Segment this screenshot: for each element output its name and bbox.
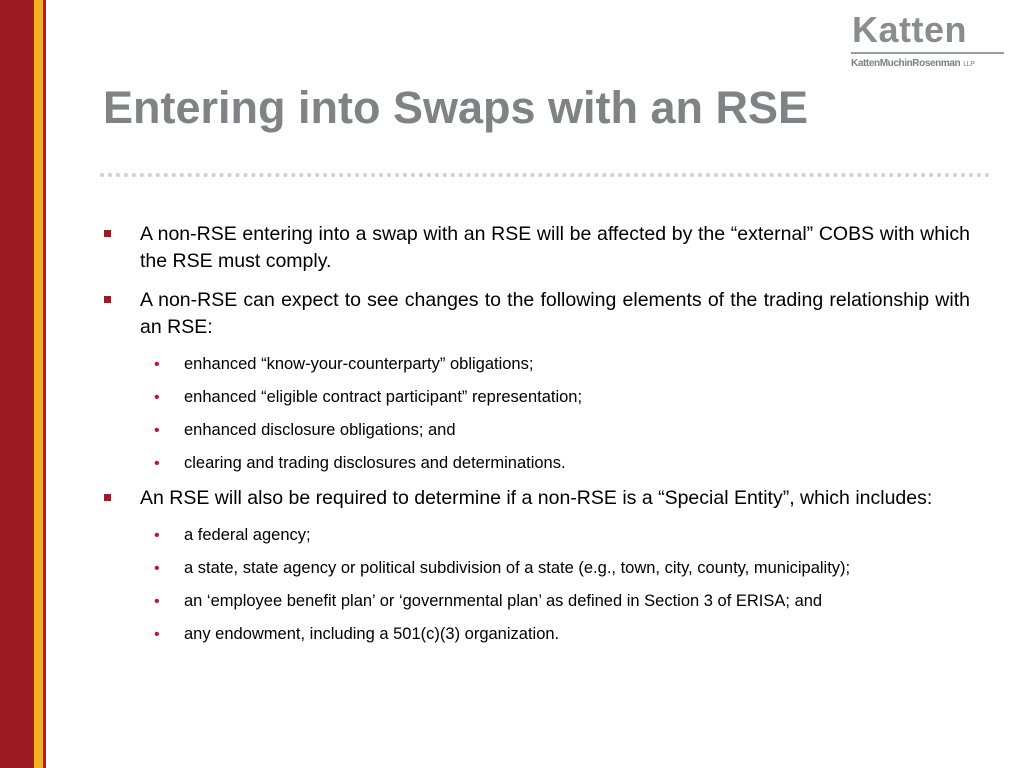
dot-bullet-icon: • — [154, 527, 160, 544]
dot-bullet-icon: • — [154, 626, 160, 643]
dot-bullet-icon: • — [154, 422, 160, 439]
sub-bullet-text: enhanced “eligible contract participant” representation; — [184, 388, 583, 406]
dot-bullet-icon: • — [154, 593, 160, 610]
sub-bullet-item — [100, 623, 970, 646]
title-divider — [100, 173, 990, 177]
logo-subline-text: KattenMuchinRosenman — [851, 58, 961, 69]
sub-bullet-text: any endowment, including a 501(c)(3) organization. — [184, 625, 560, 643]
left-accent-bar-edge — [43, 0, 46, 768]
sub-bullet-item — [100, 386, 970, 409]
dot-bullet-icon: • — [154, 356, 160, 373]
sub-bullet-item — [100, 524, 970, 547]
katten-logo — [851, 9, 1006, 72]
sub-bullet-text: a federal agency; — [184, 526, 311, 544]
logo-suffix: LLP — [963, 61, 975, 68]
dot-bullet-icon: • — [154, 389, 160, 406]
sub-bullet-text: clearing and trading disclosures and determinations. — [184, 454, 566, 472]
logo-rule — [851, 52, 1004, 54]
bullet-item — [100, 485, 970, 512]
sub-bullet-item — [100, 419, 970, 442]
sub-bullet-text: a state, state agency or political subdivision of a state (e.g., town, city, county, municipality); — [184, 559, 851, 577]
square-bullet-icon — [104, 230, 111, 237]
bullet-text: A non-RSE entering into a swap with an RSE will be affected by the “external” COBS with which the RSE must comply. — [140, 223, 970, 272]
bullet-item — [100, 287, 970, 341]
sub-bullet-text: an ‘employee benefit plan’ or ‘governmental plan’ as defined in Section 3 of ERISA; and — [184, 592, 823, 610]
left-accent-bar-dark — [0, 0, 34, 768]
sub-bullet-item — [100, 557, 970, 580]
sub-bullet-item — [100, 590, 970, 613]
bullet-text: A non-RSE can expect to see changes to the following elements of the trading relationship with an RSE: — [140, 289, 970, 338]
bullet-item — [100, 221, 970, 275]
left-accent-bar-gold — [34, 0, 43, 768]
bullet-list — [100, 221, 970, 656]
dot-bullet-icon: • — [154, 455, 160, 472]
square-bullet-icon — [104, 296, 111, 303]
sub-bullet-item — [100, 452, 970, 475]
logo-subline — [851, 58, 1006, 69]
dot-bullet-icon: • — [154, 560, 160, 577]
sub-bullet-item — [100, 353, 970, 376]
square-bullet-icon — [104, 494, 111, 501]
bullet-text: An RSE will also be required to determine if a non-RSE is a “Special Entity”, which includes: — [140, 487, 933, 509]
logo-name: Katten — [852, 9, 968, 50]
sub-bullet-text: enhanced disclosure obligations; and — [184, 421, 456, 439]
slide-title: Entering into Swaps with an RSE — [103, 82, 809, 133]
sub-bullet-text: enhanced “know-your-counterparty” obligations; — [184, 355, 534, 373]
